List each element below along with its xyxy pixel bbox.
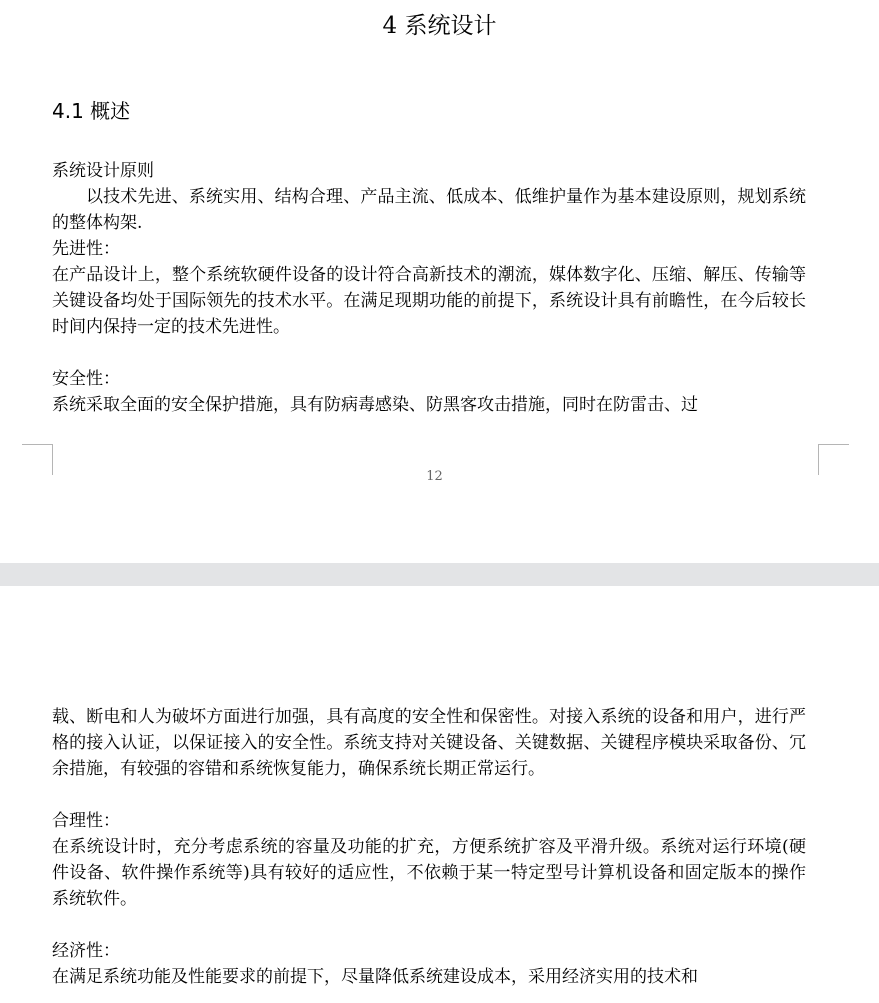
- page-number: 12: [426, 469, 443, 484]
- principles-paragraph: 以技术先进、系统实用、结构合理、产品主流、低成本、低维护量作为基本建设原则，规划系统的整体构架.: [52, 187, 806, 233]
- economy-heading: 经济性：: [52, 941, 120, 961]
- section-heading: 4.1 概述: [52, 99, 131, 123]
- chapter-title: 4 系统设计: [382, 13, 497, 39]
- rational-heading: 合理性：: [52, 811, 120, 831]
- security-paragraph-start: 系统采取全面的安全保护措施，具有防病毒感染、防黑客攻击措施，同时在防雷击、过: [52, 395, 698, 415]
- blank-line: [52, 782, 806, 808]
- principles-heading: 系统设计原则: [52, 161, 154, 181]
- page-separator: [0, 563, 879, 586]
- advanced-heading: 先进性：: [52, 239, 120, 259]
- security-heading: 安全性：: [52, 369, 120, 389]
- security-paragraph-end: 载、断电和人为破坏方面进行加强，具有高度的安全性和保密性。对接入系统的设备和用户，进行严格的接入认证，以保证接入的安全性。系统支持对关键设备、关键数据、关键程序模块采取备份、冗余措施，有较强的容错和系统恢复能力，确保系统长期正常运行。: [52, 707, 806, 779]
- blank-line: [52, 912, 806, 938]
- rational-paragraph: 在系统设计时，充分考虑系统的容量及功能的扩充，方便系统扩容及平滑升级。系统对运行环境(硬件设备、软件操作系统等)具有较好的适应性，不依赖于某一特定型号计算机设备和固定版本的操作系统软件。: [52, 837, 806, 909]
- economy-paragraph-start: 在满足系统功能及性能要求的前提下，尽量降低系统建设成本，采用经济实用的技术和: [52, 967, 698, 987]
- page-1-body: [52, 158, 806, 418]
- page-2-body: [52, 704, 806, 990]
- blank-line: [52, 340, 806, 366]
- advanced-paragraph: 在产品设计上，整个系统软硬件设备的设计符合高新技术的潮流，媒体数字化、压缩、解压、传输等关键设备均处于国际领先的技术水平。在满足现期功能的前提下，系统设计具有前瞻性，在今后较长时间内保持一定的技术先进性。: [52, 265, 806, 337]
- document-page-2: [0, 586, 879, 1003]
